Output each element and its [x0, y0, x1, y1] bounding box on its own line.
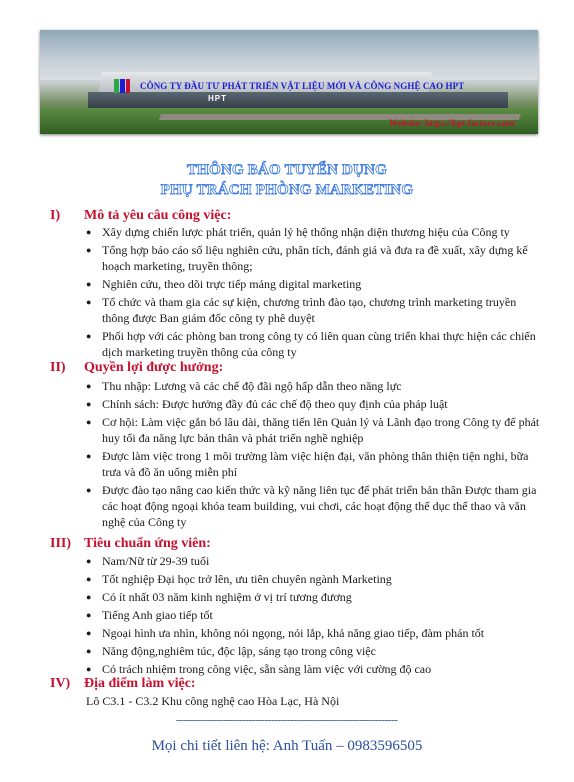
section-4-title: Địa điểm làm việc: — [84, 676, 196, 691]
list-item — [86, 607, 546, 623]
bullet-icon: ● — [86, 628, 92, 638]
list-item-text: Xây dựng chiến lược phát triển, quản lý hệ thống nhận diện thương hiệu của Công ty — [102, 225, 510, 239]
list-item-text: Tiếng Anh giao tiếp tốt — [102, 608, 213, 622]
section-2-title: Quyền lợi được hưởng: — [84, 360, 224, 375]
bullet-icon: ● — [86, 245, 92, 255]
bullet-icon: ● — [86, 485, 92, 495]
list-item-text: Thu nhập: Lương và các chế độ đãi ngộ hấp dẫn theo năng lực — [102, 379, 402, 393]
bullet-icon: ● — [86, 646, 92, 656]
work-address: Lô C3.1 - C3.2 Khu công nghệ cao Hòa Lạc, Hà Nội — [86, 694, 340, 708]
list-item — [86, 553, 546, 569]
list-item — [86, 328, 546, 360]
section-4-heading — [50, 676, 196, 692]
company-name: CÔNG TY ĐẦU TƯ PHÁT TRIỂN VẬT LIỆU MỚI VÀ CÔNG NGHỆ CAO HPT — [140, 81, 465, 91]
bullet-icon: ● — [86, 592, 92, 602]
list-item — [86, 224, 546, 240]
section-1-title: Mô tả yêu câu công việc: — [84, 208, 232, 223]
list-item — [86, 414, 546, 446]
list-item-text: Nam/Nữ từ 29-39 tuổi — [102, 554, 210, 568]
section-3-list — [86, 553, 546, 679]
list-item-text: Tổ chức và tham gia các sự kiện, chương trình đào tạo, chương trình marketing truyền thông được Ban giám đốc công ty phê duyệt — [102, 295, 517, 325]
title-line-1: THÔNG BÁO TUYỂN DỤNG — [187, 162, 387, 178]
list-item — [86, 396, 546, 412]
section-1-heading — [50, 208, 231, 224]
bullet-icon: ● — [86, 227, 92, 237]
list-item — [86, 242, 546, 274]
bullet-icon: ● — [86, 664, 92, 674]
list-item — [86, 294, 546, 326]
section-3-heading — [50, 536, 211, 552]
company-logo-icon — [112, 76, 132, 96]
list-item — [86, 482, 546, 530]
list-item — [86, 571, 546, 587]
section-2-number: II) — [50, 360, 66, 375]
list-item-text: Năng động,nghiêm túc, độc lập, sáng tạo trong công việc — [102, 644, 376, 658]
section-1-number: I) — [50, 208, 61, 223]
bullet-icon: ● — [86, 417, 92, 427]
section-2-heading — [50, 360, 223, 376]
contact-info: Mọi chi tiết liên hệ: Anh Tuấn – 0983596505 — [151, 738, 423, 754]
list-item — [86, 276, 546, 292]
list-item-text: Ngoại hình ưa nhìn, không nói ngọng, nói lắp, khả năng giao tiếp, đàm phán tốt — [102, 626, 485, 640]
bullet-icon: ● — [86, 381, 92, 391]
list-item-text: Có trách nhiệm trong công việc, sẵn sàng làm việc với cường độ cao — [102, 662, 432, 676]
bullet-icon: ● — [86, 610, 92, 620]
list-item-text: Được làm việc trong 1 môi trường làm việc hiện đại, văn phòng thân thiện tiện nghi, bữa trưa và đồ ăn uống miễn phí — [102, 449, 529, 479]
website-link[interactable]: Website: https://hpt-factory.com/ — [389, 118, 516, 128]
section-3-title: Tiêu chuẩn ứng viên: — [84, 536, 211, 551]
bullet-icon: ● — [86, 331, 92, 341]
list-item-text: Tổng hợp báo cáo số liệu nghiên cứu, phân tích, đánh giá và đưa ra đề xuất, xây dựng kế hoạch marketing, truyền thông; — [102, 243, 528, 273]
title-line-2: PHỤ TRÁCH PHÒNG MARKETING — [160, 182, 414, 198]
list-item — [86, 625, 546, 641]
section-4-number: IV) — [50, 676, 71, 691]
bullet-icon: ● — [86, 574, 92, 584]
divider-line: ---------------------------------------------------------------------- — [176, 714, 398, 726]
list-item-text: Chính sách: Được hưởng đầy đủ các chế độ theo quy định của pháp luật — [102, 397, 448, 411]
section-2-list — [86, 378, 546, 532]
list-item-text: Nghiên cứu, theo dõi trực tiếp mảng digital marketing — [102, 277, 362, 291]
section-1-list — [86, 224, 546, 362]
list-item-text: Được đào tạo nâng cao kiến thức và kỹ năng liên tục để phát triển bản thân Được tham gia các hoạt động ngoại khóa team building, vui chơi, các hoạt động thể dục thể thao và văn nghệ của Công ty — [102, 483, 537, 529]
bullet-icon: ● — [86, 297, 92, 307]
list-item — [86, 589, 546, 605]
bullet-icon: ● — [86, 279, 92, 289]
list-item-text: Cơ hội: Làm việc gắn bó lâu dài, thăng tiến lên Quản lý và Lãnh đạo trong Công ty để phát huy tối đa năng lực bản thân và phát triển nghề nghiệp — [102, 415, 540, 445]
section-3-number: III) — [50, 536, 72, 551]
list-item — [86, 661, 546, 677]
bullet-icon: ● — [86, 556, 92, 566]
list-item — [86, 378, 546, 394]
company-banner — [40, 30, 538, 134]
list-item-text: Phối hợp với các phòng ban trong công ty có liên quan cùng triển khai thực hiện các chiến dịch marketing truyền thông của công ty — [102, 329, 536, 359]
factory-sign: HPT — [208, 94, 227, 103]
list-item — [86, 643, 546, 659]
bullet-icon: ● — [86, 451, 92, 461]
list-item-text: Tốt nghiệp Đại học trở lên, ưu tiên chuyên ngành Marketing — [102, 572, 392, 586]
list-item-text: Có ít nhất 03 năm kinh nghiệm ở vị trí tương đương — [102, 590, 352, 604]
list-item — [86, 448, 546, 480]
bullet-icon: ● — [86, 399, 92, 409]
